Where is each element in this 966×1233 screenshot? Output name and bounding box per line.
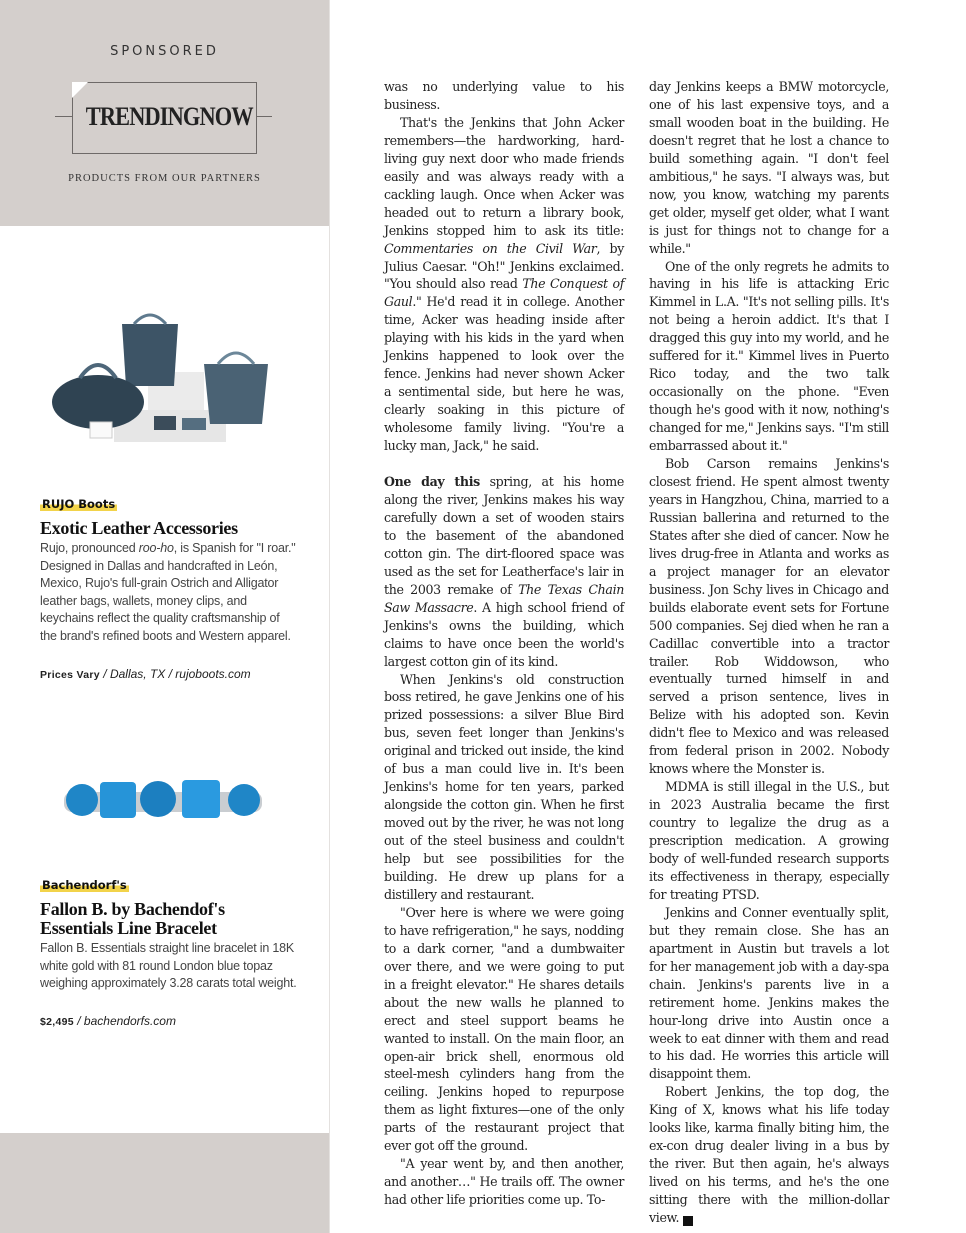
partners-subtitle: PRODUCTS FROM OUR PARTNERS: [68, 173, 261, 184]
bracelet-product-title: Fallon B. by Bachendof's Essentials Line Bracelet: [40, 899, 225, 938]
paragraph: MDMA is still illegal in the U.S., but in 2023 Australia became the first country to legalize the drug as a prescription medication. A growing body of well-funded research supports its effectiveness in therapy, especially for treating PTSD.: [649, 779, 889, 902]
rujo-product-title: Exotic Leather Accessories: [40, 518, 238, 538]
paragraph: Jenkins and Conner eventually split, but they remain close. She has an apartment in Austin but travels a lot for her management job with a day-spa chain. Jenkins's parents live in a retirement home. Jenkins makes the hour-long drive into Austin once a week to eat dinner with them and read to his dad. He worries this article will disappoint them.: [649, 904, 889, 1082]
paragraph: One of the only regrets he admits to having in his life is attacking Eric Kimmel in L.A. "It's not selling pills. It's not being a heroin addict. It's that I dragged this guy into my world, and he suffered for it." Kimmel lives in Puerto Rico today, and the two talk occasionally on the phone. "Even though he's good with it now, nothing's changed for me," Jenkins says. "I'm still embarrassed about it.": [649, 258, 889, 454]
folded-corner-icon: [72, 82, 88, 98]
rujo-price-line: Prices Vary / Dallas, TX / rujoboots.com: [40, 667, 251, 681]
paragraph: was no underlying value to his business.: [384, 79, 624, 112]
paragraph: "Over here is where we were going to have refrigeration," he says, nodding to a dark corner, "and a dumbwaiter over there, and we were going to put in a freight elevator." He shares details about the new walls he planned to erect and steel support beams he wanted to install. On the main floor, an open-air brick shell, enormous old steel-mesh cylinders hang from the ceiling. Jenkins hoped to repurpose them as light fixtures—one of the only parts of the restaurant project that ever got off the ground.: [384, 904, 624, 1154]
rujo-product-desc: Rujo, pronounced roo-ho, is Spanish for "I roar." Designed in Dallas and handcrafted in León, Mexico, Rujo's full-grain Ostrich and Alligator leather bags, wallets, money clips, and keychains reflect the quality craftsmanship of the brand's refined boots and Western apparel.: [40, 541, 296, 643]
trending-now-box: [72, 82, 257, 154]
sponsored-label: SPONSORED: [110, 44, 219, 59]
end-mark-icon: ★: [683, 1216, 693, 1226]
paragraph: "A year went by, and then another, and another…" He trails off. The owner had other life priorities come up. To-: [384, 1156, 624, 1208]
bracelet-product-desc: Fallon B. Essentials straight line bracelet in 18K white gold with 81 round London blue topaz weighing approximately 3.28 carats total weight.: [40, 941, 297, 990]
sidebar-footer-panel: [0, 1133, 329, 1233]
bachendorfs-brand-tag: Bachendorf's: [42, 878, 127, 892]
paragraph: That's the Jenkins that John Acker remembers—the hardworking, hard-living guy next door who made friends easily and was always ready with a cackling laugh. Once when Acker was headed out to return a library book, Jenkins stopped him to ask its title: Commentaries on the Civil War, by Julius Caesar. "Oh!" Jenkins exclaimed. "You should also read The Conquest of Gaul." He'd read it in college. Another time, Acker was heading inside after playing with his kids in the yard when Jenkins happened to look over the fence. Jenkins had never shown Acker a sentimental side, but here he was, clearly soaking in this picture of wholesome family living. "You're a lucky man, Jack," he said.: [384, 114, 624, 454]
rujo-brand-tag: RUJO Boots: [42, 497, 116, 511]
paragraph: When Jenkins's old construction boss retired, he gave Jenkins one of his prized possessions: a silver Blue Bird bus, seven feet longer than Jenkins's original and tricked out inside, the kind of bus a man could live in. It's been Jenkins's home for ten years, parked alongside the cotton gin. When he first moved out by the river, he was not long out of the steel business and couldn't help but see possibilities for the building. He drew up plans for a distillery and restaurant.: [384, 671, 624, 902]
trend-rule-right: [255, 116, 272, 117]
paragraph: day Jenkins keeps a BMW motorcycle, one of his last expensive toys, and a small wooden boat in the building. He doesn't regret that he lost a chance to build something again. "I don't feel ambitious," he says. "I always was, but now, you know, watching my parents get older, myself get older, what I want is just for things not to change for a while.": [649, 79, 889, 256]
section-lead-paragraph: One day this spring, at his home along the river, Jenkins makes his way carefully down a set of wooden stairs to the basement of the abandoned cotton gin. The dirt-floored space was used as the set for Leatherface's lair in the 2003 remake of The Texas Chain Saw Massacre. A high school friend of Jenkins's owns the building, which claims to have once been the world's largest cotton gin of its kind.: [384, 474, 625, 669]
bracelet-image: [60, 768, 266, 838]
trend-rule-left: [55, 116, 72, 117]
paragraph: Bob Carson remains Jenkins's closest friend. He spent almost twenty years in Hangzhou, China, married to a Russian ballerina and returned to the States after she died of cancer. Now he lives drug-free in Atlanta and works as a project manager for an elevator business. Jon Schy lives in Chicago and builds elaborate event sets for Fortune 500 companies. Sej died when he ran a Cadillac convertible into a tractor trailer. Rob Widdowson, who eventually turned himself in and served a prison sentence, lives in Belize with his adopted son. Kevin didn't flee to Mexico and was released from federal prison in 2002. Nobody knows where the Monster is.: [649, 456, 889, 777]
article-column-2: [649, 78, 889, 1227]
article-column-1: [384, 78, 624, 1209]
leather-bags-image: [50, 312, 282, 444]
trending-now-title: TRENDINGNOW: [85, 102, 253, 131]
column-divider: [329, 0, 330, 1233]
paragraph: Robert Jenkins, the top dog, the King of X, knows what his life today looks like, karma finally biting him, the ex-con drug dealer living in a bus by the river. But then again, he's always lived on his terms, and he's the one sitting there with the million-dollar view. ★: [649, 1084, 889, 1226]
bracelet-price-line: $2,495 / bachendorfs.com: [40, 1014, 176, 1028]
